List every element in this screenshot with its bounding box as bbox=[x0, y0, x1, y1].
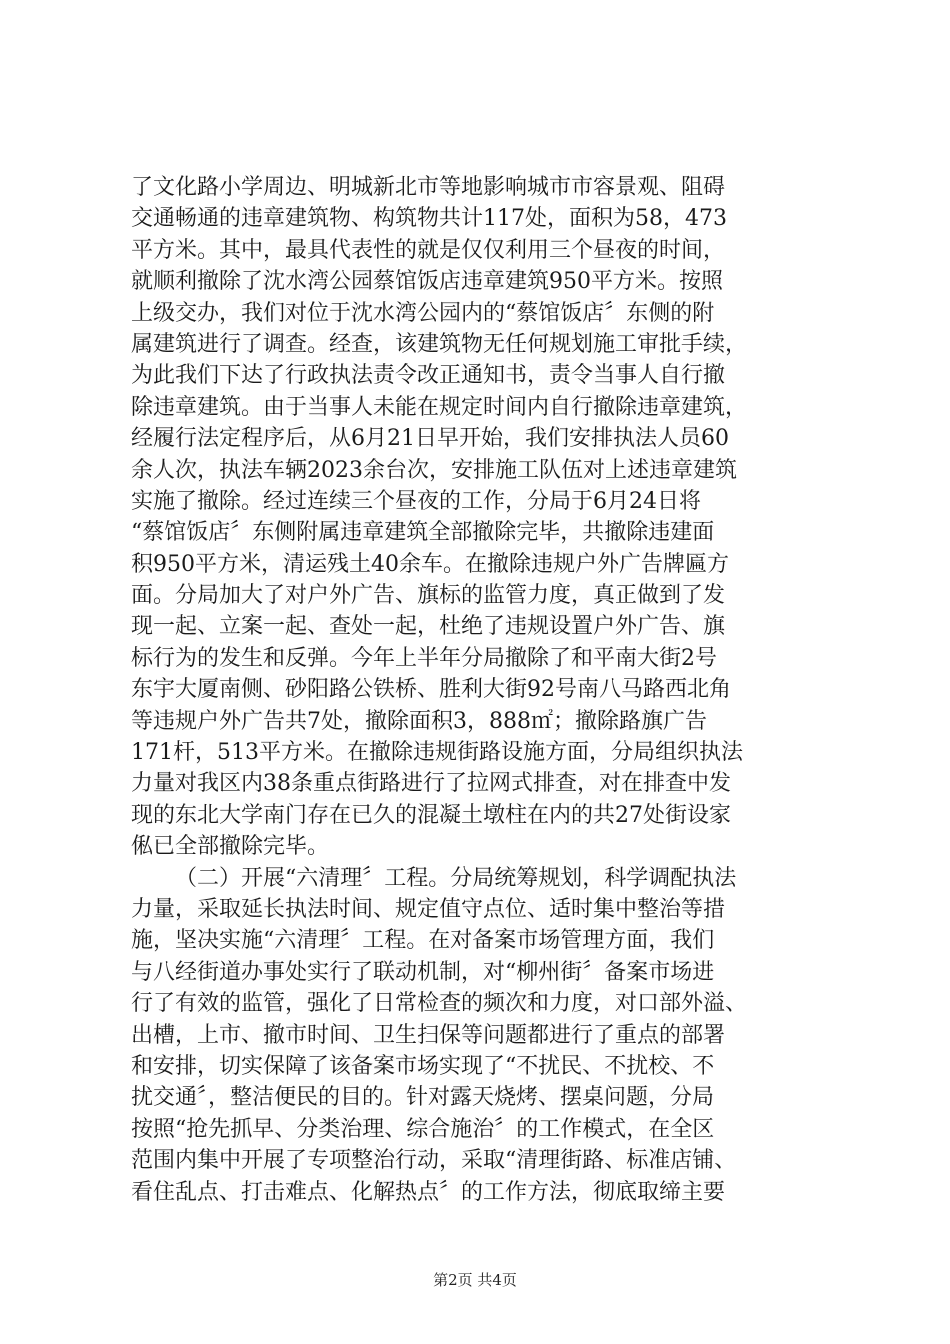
text-line: 现的东北大学南门存在已久的混凝土墩柱在内的共27处街设家 bbox=[131, 802, 731, 828]
text-line: 171杆，513平方米。在撤除违规街路设施方面，分局组织执法 bbox=[131, 740, 743, 766]
text-line: 看住乱点、打击难点、化解热点〞的工作方法，彻底取缔主要 bbox=[131, 1179, 726, 1205]
paragraph-start-line: （二）开展“六清理〞工程。分局统筹规划，科学调配执法 bbox=[175, 865, 737, 891]
text-line: 东宇大厦南侧、砂阳路公铁桥、胜利大街92号南八马路西北角 bbox=[131, 677, 731, 703]
text-line: 平方米。其中，最具代表性的就是仅仅利用三个昼夜的时间， bbox=[131, 237, 726, 263]
text-line: 俬已全部撤除完毕。 bbox=[131, 834, 330, 860]
text-line: 现一起、立案一起、查处一起，杜绝了违规设置户外广告、旗 bbox=[131, 614, 726, 640]
text-line: 积950平方米，清运残土40余车。在撤除违规户外广告牌匾方 bbox=[131, 551, 729, 577]
text-line: 余人次，执法车辆2023余台次，安排施工队伍对上述违章建筑 bbox=[131, 457, 737, 483]
text-line: 力量对我区内38条重点街路进行了拉网式排查，对在排查中发 bbox=[131, 771, 731, 797]
text-line: 面。分局加大了对户外广告、旗标的监管力度，真正做到了发 bbox=[131, 583, 726, 609]
text-line: 施，坚决实施“六清理〞工程。在对备案市场管理方面，我们 bbox=[131, 928, 715, 954]
text-line: 就顺利撤除了沈水湾公园蔡馆饭店违章建筑950平方米。按照 bbox=[131, 269, 723, 295]
text-line: 出槽，上市、撤市时间、卫生扫保等问题都进行了重点的部署 bbox=[131, 1022, 726, 1048]
text-line: 属建筑进行了调查。经查，该建筑物无任何规划施工审批手续， bbox=[131, 331, 748, 357]
text-line: 和安排，切实保障了该备案市场实现了“不扰民、不扰校、不 bbox=[131, 1053, 715, 1079]
text-line: 了文化路小学周边、明城新北市等地影响城市市容景观、阻碍 bbox=[131, 175, 726, 200]
text-line: 交通畅通的违章建筑物、构筑物共计117处，面积为58，473 bbox=[131, 206, 727, 232]
body-text bbox=[131, 172, 831, 1208]
text-line: 等违规户外广告共7处，撤除面积3，888㎡；撤除路旗广告 bbox=[131, 708, 707, 734]
text-line: 除违章建筑。由于当事人未能在规定时间内自行撤除违章建筑， bbox=[131, 394, 748, 420]
text-line: 实施了撤除。经过连续三个昼夜的工作，分局于6月24日将 bbox=[131, 488, 701, 514]
text-line: 为此我们下达了行政执法责令改正通知书，责令当事人自行撤 bbox=[131, 363, 726, 389]
text-line: 标行为的发生和反弹。今年上半年分局撤除了和平南大街2号 bbox=[131, 645, 717, 671]
text-line: 力量，采取延长执法时间、规定值守点位、适时集中整治等措 bbox=[131, 896, 726, 922]
text-line: 按照“抢先抓早、分类治理、综合施治〞的工作模式，在全区 bbox=[131, 1116, 715, 1142]
page-footer: 第2页 共4页 bbox=[433, 1271, 517, 1289]
text-line: 上级交办，我们对位于沈水湾公园内的“蔡馆饭店〞东侧的附 bbox=[131, 300, 715, 326]
text-line: 经履行法定程序后，从6月21日早开始，我们安排执法人员60 bbox=[131, 426, 729, 452]
text-line: 与八经街道办事处实行了联动机制，对“柳州街〞备案市场进 bbox=[131, 959, 715, 985]
text-line: “蔡馆饭店〞东侧附属违章建筑全部撤除完毕，共撤除违建面 bbox=[131, 520, 715, 546]
text-line: 范围内集中开展了专项整治行动，采取“清理街路、标准店铺、 bbox=[131, 1148, 737, 1174]
text-line: 行了有效的监管，强化了日常检查的频次和力度，对口部外溢、 bbox=[131, 991, 748, 1017]
text-line: 扰交通〞，整洁便民的目的。针对露天烧烤、摆桌问题，分局 bbox=[131, 1085, 715, 1111]
